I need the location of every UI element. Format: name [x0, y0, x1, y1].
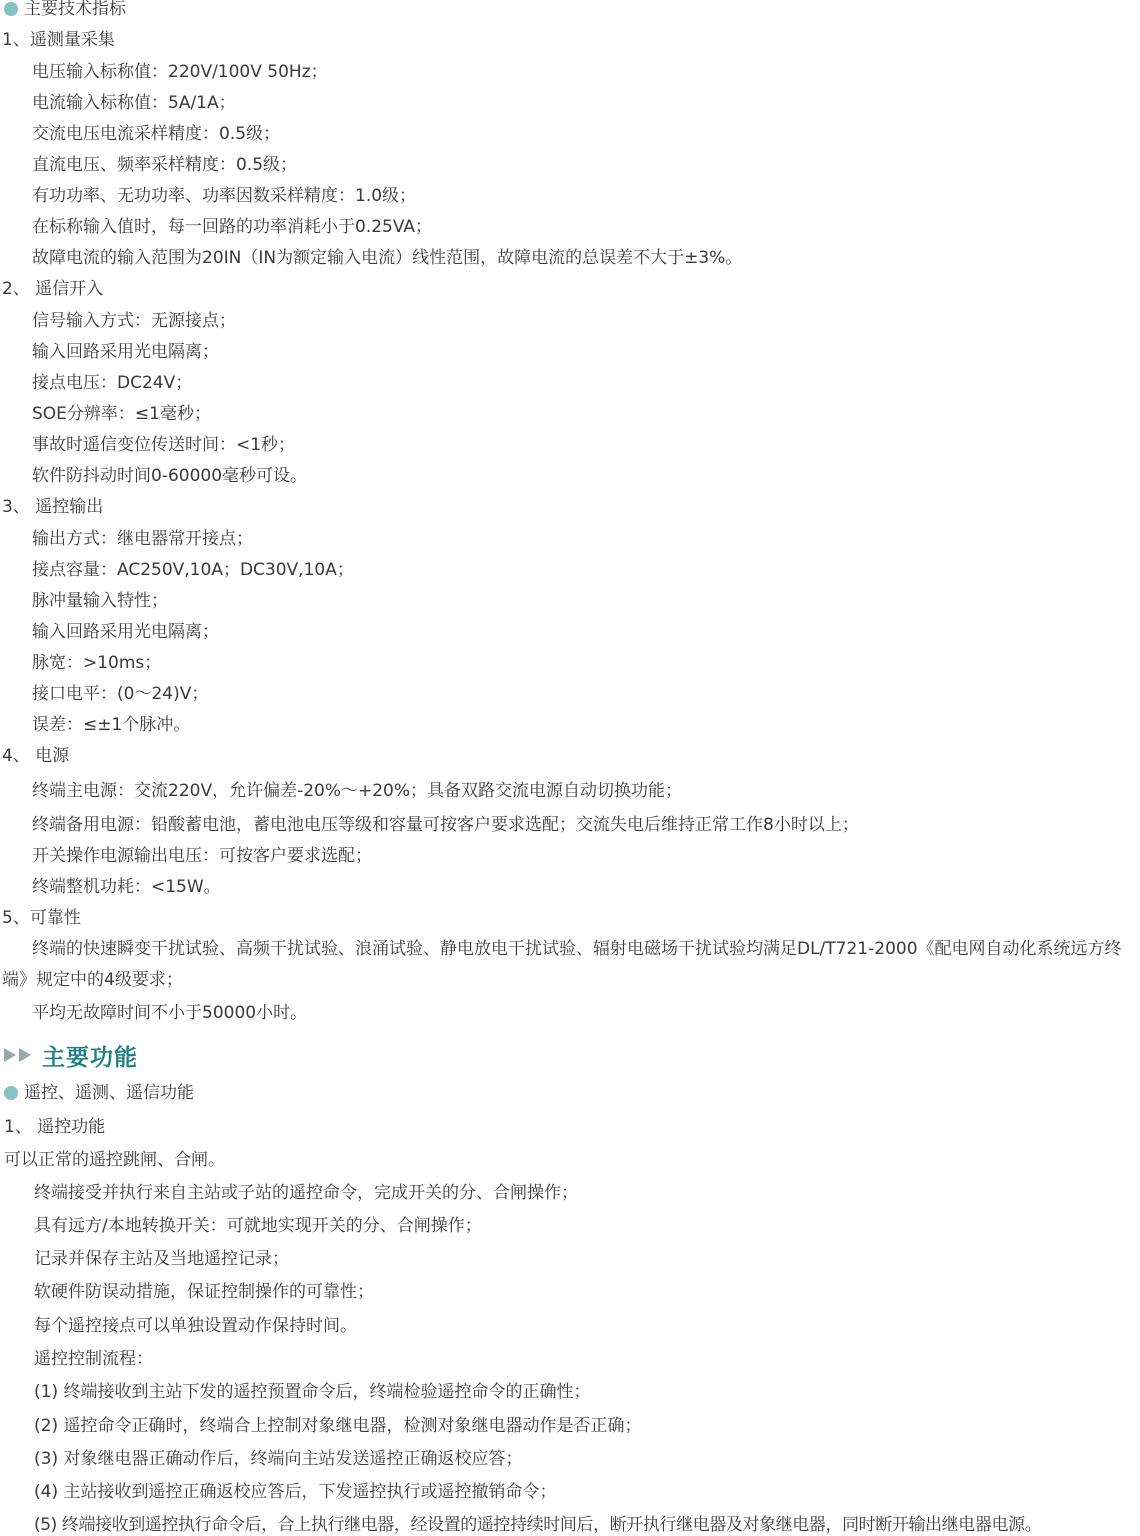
list-item: 电压输入标称值：220V/100V 50Hz；: [32, 62, 328, 82]
arrow-right-icon: [19, 1048, 31, 1062]
list-item: 接口电平：(0～24)V；: [32, 684, 209, 704]
section-4-title: 4、 电源: [2, 746, 70, 766]
list-item: 接点电压：DC24V；: [32, 373, 193, 393]
list-item: 在标称输入值时，每一回路的功率消耗小于0.25VA；: [32, 217, 433, 237]
process-step: (4) 主站接收到遥控正确返校应答后，下发遥控执行或遥控撤销命令；: [34, 1482, 557, 1502]
functions-subheading-label: 遥控、遥测、遥信功能: [24, 1083, 194, 1103]
list-item: 有功功率、无功功率、功率因数采样精度：1.0级；: [32, 186, 417, 206]
list-item: 交流电压电流采样精度：0.5级；: [32, 124, 281, 144]
list-item: 具有远方/本地转换开关：可就地实现开关的分、合闸操作；: [34, 1216, 482, 1236]
list-item: 终端整机功耗：<15W。: [32, 877, 221, 897]
list-item: 平均无故障时间不小于50000小时。: [32, 1003, 308, 1023]
list-item: 接点容量：AC250V,10A；DC30V,10A；: [32, 560, 354, 580]
bullet-dot-icon: [4, 1086, 18, 1100]
list-item: 输入回路采用光电隔离；: [32, 622, 219, 642]
section-2-title: 2、 遥信开入: [2, 279, 104, 299]
bullet-dot-icon: [4, 2, 18, 16]
list-item: 终端备用电源：铅酸蓄电池，蓄电池电压等级和容量可按客户要求选配；交流失电后维持正常工作8小时以上；: [32, 815, 859, 835]
process-step: (5) 终端接收到遥控执行命令后，合上执行继电器，经设置的遥控持续时间后，断开执行继电器及对象继电器，同时断开输出继电器电源。: [34, 1515, 1042, 1535]
section-5-title: 5、可靠性: [2, 908, 81, 928]
section-1-title: 1、遥测量采集: [2, 30, 115, 50]
list-item: 输入回路采用光电隔离；: [32, 342, 219, 362]
section-main-functions: [4, 1038, 138, 1072]
process-step: (1) 终端接收到主站下发的遥控预置命令后，终端检验遥控命令的正确性；: [34, 1382, 591, 1402]
list-item: 终端主电源：交流220V，允许偏差-20%～+20%；具备双路交流电源自动切换功能；: [32, 781, 683, 801]
list-item: 事故时遥信变位传送时间：<1秒；: [32, 435, 296, 455]
list-item: 记录并保存主站及当地遥控记录；: [34, 1249, 289, 1269]
process-step: (3) 对象继电器正确动作后，终端向主站发送遥控正确返校应答；: [34, 1449, 523, 1469]
functions-subheading: [4, 1082, 194, 1104]
section-3-title: 3、 遥控输出: [2, 497, 104, 517]
function-1-title: 1、 遥控功能: [4, 1117, 106, 1137]
list-item: 软件防抖动时间0-60000毫秒可设。: [32, 466, 308, 486]
list-item: 开关操作电源输出电压：可按客户要求选配；: [32, 846, 372, 866]
function-1-intro: 可以正常的遥控跳闸、合闸。: [4, 1150, 225, 1170]
arrow-right-icon: [4, 1048, 16, 1062]
list-item: 电流输入标称值：5A/1A；: [32, 93, 236, 113]
spec-heading: [4, 0, 126, 20]
spec-heading-label: 主要技术指标: [24, 0, 126, 19]
process-step: (2) 遥控命令正确时，终端合上控制对象继电器，检测对象继电器动作是否正确；: [34, 1416, 642, 1436]
list-item: 信号输入方式：无源接点；: [32, 311, 236, 331]
list-item: 直流电压、频率采样精度：0.5级；: [32, 155, 298, 175]
list-item: 输出方式：继电器常开接点；: [32, 529, 253, 549]
reliability-paragraph: 终端的快速瞬变干扰试验、高频干扰试验、浪涌试验、静电放电干扰试验、辐射电磁场干扰试验均满足DL/T721-2000《配电网自动化系统远方终端》规定中的4级要求；: [2, 939, 1122, 990]
list-item: 故障电流的输入范围为20IN（IN为额定输入电流）线性范围，故障电流的总误差不大于±3%。: [32, 248, 743, 268]
main-functions-title: 主要功能: [42, 1044, 138, 1071]
list-item: 误差：≤±1个脉冲。: [32, 715, 191, 735]
list-item: 遥控控制流程：: [34, 1349, 153, 1369]
list-item: 脉冲量输入特性；: [32, 591, 168, 611]
list-item: 终端接受并执行来自主站或子站的遥控命令，完成开关的分、合闸操作；: [34, 1183, 578, 1203]
list-item: 脉宽：>10ms；: [32, 653, 162, 673]
list-item: 每个遥控接点可以单独设置动作保持时间。: [34, 1316, 357, 1336]
list-item: 软硬件防误动措施，保证控制操作的可靠性；: [34, 1282, 374, 1302]
list-item: SOE分辨率：≤1毫秒；: [32, 404, 211, 424]
